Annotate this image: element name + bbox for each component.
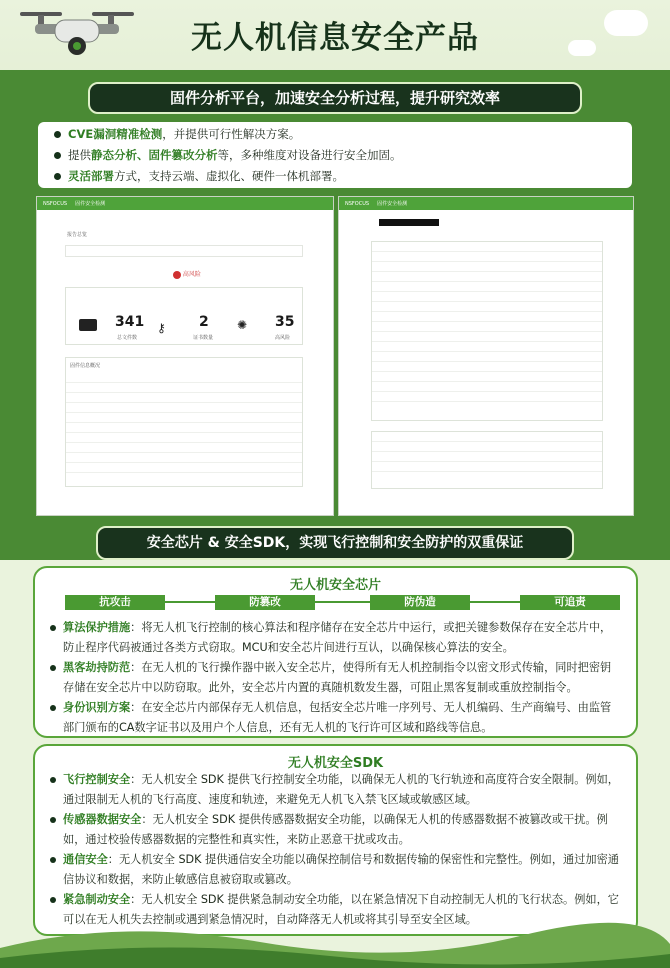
feature-item: 提供静态分析、固件篡改分析等，多种维度对设备进行安全加固。 (50, 145, 620, 166)
stat-value: 341 (115, 314, 145, 330)
report-screenshot (36, 196, 334, 516)
report-title: 报告总览 (67, 232, 88, 238)
feature-item: CVE漏洞精准检测，并提供可行性解决方案。 (50, 124, 620, 145)
bug-icon: ✺ (237, 318, 248, 332)
tag: 抗攻击 (65, 595, 165, 610)
sdk-item: 通信安全：无人机安全 SDK 提供通信安全功能以确保控制信号和数据传输的保密性和完整性。例如，通过加密通信协议和数据，来防止敏感信息被窃取或篡改。 (49, 850, 622, 890)
tag: 防篡改 (215, 595, 315, 610)
tag: 防伪造 (370, 595, 470, 610)
feature-item: 灵活部署方式，支持云端、虚拟化、硬件一体机部署。 (50, 166, 620, 187)
app-header: NSFOCUS 固件安全检测 (339, 197, 633, 210)
stat-value: 2 (199, 314, 209, 330)
chip-item: 身份识别方案：在安全芯片内部保存无人机信息，包括安全芯片唯一序列号、无人机编码、生产商编号、由监管部门颁布的CA数字证书以及用户个人信息，还有无人机的飞行许可区域和路线等信息。 (49, 698, 622, 738)
tag: 可追责 (520, 595, 620, 610)
key-icon: ⚷ (157, 321, 166, 335)
features-box (38, 122, 632, 188)
analysis-table (371, 241, 603, 421)
sdk-item: 传感器数据安全：无人机安全 SDK 提供传感器数据安全功能，以确保无人机的传感器数据不被篡改或干扰。例如，通过校验传感器数据的完整性和真实性，来防止恶意干扰或攻击。 (49, 810, 622, 850)
sdk-title: 无人机安全SDK (287, 756, 384, 771)
section1-banner: 固件分析平台，加速安全分析过程，提升研究效率 (88, 82, 582, 114)
stat-caption: 总文件数 (117, 335, 138, 341)
folder-icon (79, 319, 97, 331)
stat-caption: 高风险 (275, 335, 291, 341)
app-header: NSFOCUS 固件安全检测 (37, 197, 333, 210)
chip-title: 无人机安全芯片 (289, 578, 381, 593)
analysis-screenshot (338, 196, 634, 516)
stat-value: 35 (275, 314, 295, 330)
chip-item: 算法保护措施：将无人机飞行控制的核心算法和程序储存在安全芯片中运行，或把关键参数保存在安全芯片中，防止程序代码被通过各类方式窃取。MCU和安全芯片间进行互认，以确保核心算法的安全。 (49, 618, 622, 658)
risk-indicator: 高风险 (173, 269, 201, 279)
detail-table (371, 431, 603, 489)
chip-item: 黑客劫持防范：在无人机的飞行操作器中嵌入安全芯片，使得所有无人机控制指令以密文形式传输，同时把密钥存储在安全芯片中以防窃取。此外，安全芯片内置的真随机数发生器，可阻止黑客复制或重放控制指令。 (49, 658, 622, 698)
hills-decoration (0, 908, 670, 968)
page-title: 无人机信息安全产品 (191, 20, 479, 56)
section2-banner: 安全芯片 & 安全SDK，实现飞行控制和安全防护的双重保证 (96, 526, 574, 560)
firmware-info-table: 固件信息概况 (65, 357, 303, 487)
chip-panel (33, 566, 638, 738)
stat-caption: 证书数量 (193, 335, 214, 341)
chip-tags (65, 595, 620, 609)
sdk-item: 飞行控制安全：无人机安全 SDK 提供飞行控制安全功能，以确保无人机的飞行轨迹和高度符合安全限制。例如，通过限制无人机的飞行高度、速度和轨迹，来避免无人机飞入禁飞区域或敏感区域。 (49, 770, 622, 810)
sdk-item: 紧急制动安全：无人机安全 SDK 提供紧急制动安全功能，以在紧急情况下自动控制无人机的飞行状态。例如，它可以在无人机失去控制或遇到紧急情况时，自动降落无人机或将其引导至安全区域。 (49, 890, 622, 930)
